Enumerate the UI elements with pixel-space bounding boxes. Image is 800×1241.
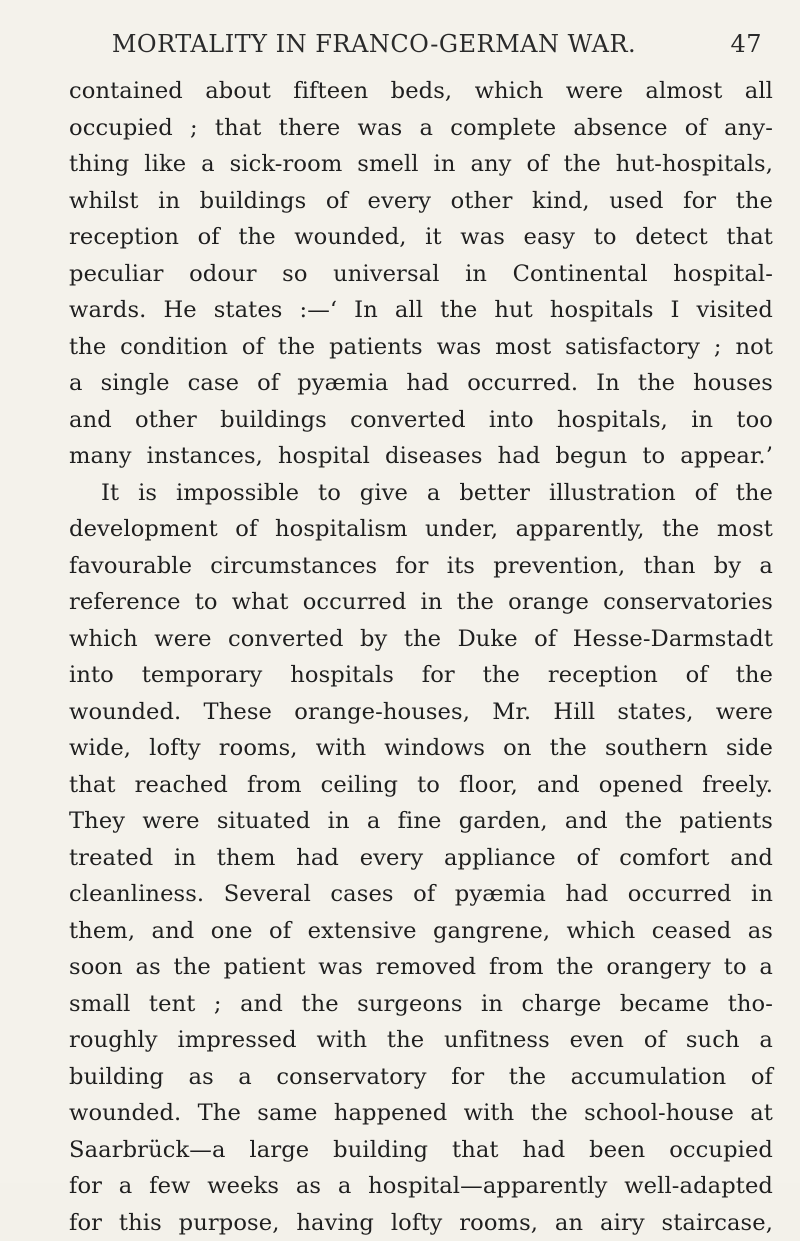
text-line: cleanliness. Several cases of pyæmia had occurred in — [69, 876, 773, 913]
text-line: thing like a sick-room smell in any of the hut-hospitals, — [69, 146, 773, 183]
page-number: 47 — [730, 30, 762, 58]
text-line: roughly impressed with the unfitness even of such a — [69, 1022, 773, 1059]
text-line: into temporary hospitals for the reception of the — [69, 657, 773, 694]
text-line: a single case of pyæmia had occurred. In the houses — [69, 365, 773, 402]
text-line: small tent ; and the surgeons in charge became tho- — [69, 986, 773, 1023]
text-line: wounded. The same happened with the school-house at — [69, 1095, 773, 1132]
text-line: that reached from ceiling to floor, and opened freely. — [69, 767, 773, 804]
text-line: soon as the patient was removed from the orangery to a — [69, 949, 773, 986]
running-head — [72, 30, 762, 64]
text-line: wounded. These orange-houses, Mr. Hill states, were — [69, 694, 773, 731]
text-line: favourable circumstances for its prevention, than by a — [69, 548, 773, 585]
text-line: treated in them had every appliance of comfort and — [69, 840, 773, 877]
text-line: whilst in buildings of every other kind, used for the — [69, 183, 773, 220]
text-line: wide, lofty rooms, with windows on the southern side — [69, 730, 773, 767]
text-line: occupied ; that there was a complete absence of any- — [69, 110, 773, 147]
running-head-title: MORTALITY IN FRANCO-GERMAN WAR. — [72, 30, 676, 58]
text-line: It is impossible to give a better illustration of the — [69, 475, 773, 512]
text-line: building as a conservatory for the accumulation of — [69, 1059, 773, 1096]
text-line: for this purpose, having lofty rooms, an airy staircase, — [69, 1205, 773, 1241]
text-line: wards. He states :—‘ In all the hut hospitals I visited — [69, 292, 773, 329]
text-line: peculiar odour so universal in Continental hospital- — [69, 256, 773, 293]
text-line: many instances, hospital diseases had begun to appear.’ — [69, 438, 773, 475]
text-line: for a few weeks as a hospital—apparently well-adapted — [69, 1168, 773, 1205]
text-line: the condition of the patients was most satisfactory ; not — [69, 329, 773, 366]
text-line: development of hospitalism under, apparently, the most — [69, 511, 773, 548]
text-line: them, and one of extensive gangrene, which ceased as — [69, 913, 773, 950]
text-line: reference to what occurred in the orange conservatories — [69, 584, 773, 621]
text-line: contained about fifteen beds, which were almost all — [69, 73, 773, 110]
text-line: Saarbrück—a large building that had been occupied — [69, 1132, 773, 1169]
text-line: which were converted by the Duke of Hesse-Darmstadt — [69, 621, 773, 658]
text-line: They were situated in a fine garden, and the patients — [69, 803, 773, 840]
text-line: and other buildings converted into hospitals, in too — [69, 402, 773, 439]
text-line: reception of the wounded, it was easy to detect that — [69, 219, 773, 256]
body-text — [69, 73, 773, 1241]
